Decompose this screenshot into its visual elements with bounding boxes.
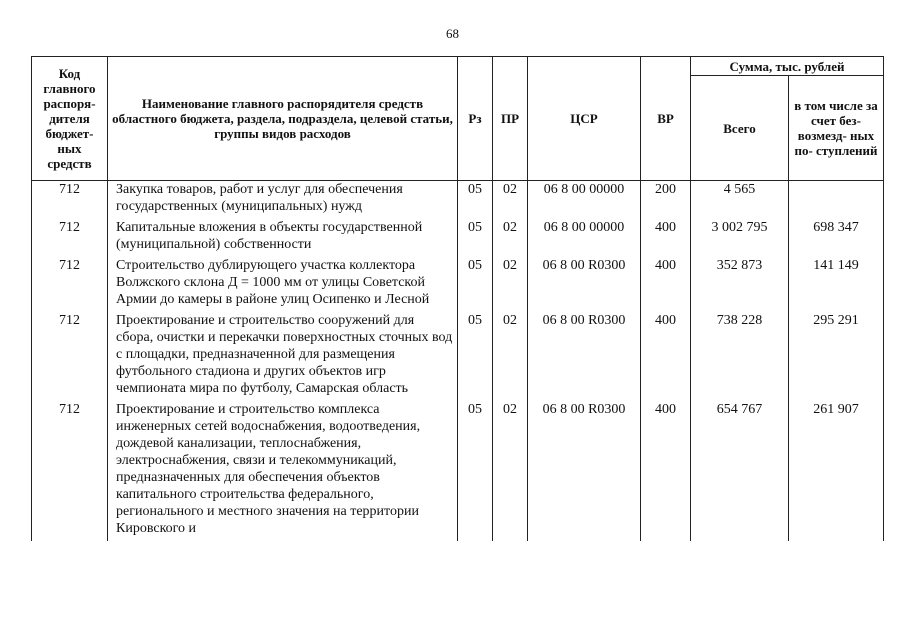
cell-vr: 400 xyxy=(641,257,691,312)
cell-gratuitous: 698 347 xyxy=(789,219,884,257)
cell-vr: 400 xyxy=(641,219,691,257)
cell-total: 738 228 xyxy=(691,312,789,401)
cell-csr: 06 8 00 00000 xyxy=(528,181,641,220)
cell-total: 3 002 795 xyxy=(691,219,789,257)
cell-code: 712 xyxy=(32,401,108,541)
table-row xyxy=(32,401,884,541)
cell-code: 712 xyxy=(32,219,108,257)
cell-name: Проектирование и строительство сооружений для сбора, очистки и перекачки поверхностных сточных вод с площадки, предназначенной для размещения футбольного стадиона и других объектов игр чемпионата мира по футболу, Самарская область xyxy=(108,312,458,401)
cell-gratuitous: 295 291 xyxy=(789,312,884,401)
cell-total: 654 767 xyxy=(691,401,789,541)
header-csr: ЦСР xyxy=(528,57,641,181)
cell-code: 712 xyxy=(32,312,108,401)
table-row xyxy=(32,312,884,401)
cell-gratuitous: 141 149 xyxy=(789,257,884,312)
cell-rz: 05 xyxy=(458,312,493,401)
header-vr: ВР xyxy=(641,57,691,181)
cell-vr: 400 xyxy=(641,401,691,541)
header-rz: Рз xyxy=(458,57,493,181)
cell-pr: 02 xyxy=(493,312,528,401)
cell-csr: 06 8 00 00000 xyxy=(528,219,641,257)
budget-table xyxy=(31,56,884,541)
cell-name: Строительство дублирующего участка коллектора Волжского склона Д = 1000 мм от улицы Советской Армии до камеры в районе улиц Осипенко и Лесной xyxy=(108,257,458,312)
header-pr: ПР xyxy=(493,57,528,181)
cell-name: Закупка товаров, работ и услуг для обеспечения государственных (муниципальных) нужд xyxy=(108,181,458,220)
table-row xyxy=(32,257,884,312)
cell-code: 712 xyxy=(32,181,108,220)
table-row xyxy=(32,219,884,257)
cell-name: Проектирование и строительство комплекса инженерных сетей водоснабжения, водоотведения, дождевой канализации, теплоснабжения, электроснабжения, связи и телекоммуникаций, предназначенных для обеспечения объектов капитального строительства федерального, регионального и местного значения на территории Кировского и xyxy=(108,401,458,541)
cell-code: 712 xyxy=(32,257,108,312)
cell-csr: 06 8 00 R0300 xyxy=(528,312,641,401)
cell-vr: 400 xyxy=(641,312,691,401)
cell-pr: 02 xyxy=(493,181,528,220)
header-gratuitous: в том числе за счет без- возмезд- ных по- ступлений xyxy=(789,76,884,181)
cell-rz: 05 xyxy=(458,181,493,220)
cell-pr: 02 xyxy=(493,219,528,257)
cell-rz: 05 xyxy=(458,219,493,257)
page-number: 68 xyxy=(446,26,459,41)
header-total: Всего xyxy=(691,76,789,181)
cell-name: Капитальные вложения в объекты государственной (муниципальной) собственности xyxy=(108,219,458,257)
cell-pr: 02 xyxy=(493,401,528,541)
cell-csr: 06 8 00 R0300 xyxy=(528,401,641,541)
cell-total: 4 565 xyxy=(691,181,789,220)
cell-vr: 200 xyxy=(641,181,691,220)
header-sum: Сумма, тыс. рублей xyxy=(691,57,884,76)
header-name: Наименование главного распорядителя средств областного бюджета, раздела, подраздела, целевой статьи, группы видов расходов xyxy=(108,57,458,181)
cell-csr: 06 8 00 R0300 xyxy=(528,257,641,312)
cell-gratuitous: 261 907 xyxy=(789,401,884,541)
cell-pr: 02 xyxy=(493,257,528,312)
cell-total: 352 873 xyxy=(691,257,789,312)
table-row xyxy=(32,181,884,220)
cell-rz: 05 xyxy=(458,257,493,312)
cell-rz: 05 xyxy=(458,401,493,541)
cell-gratuitous xyxy=(789,181,884,220)
header-code: Код главного распоря- дителя бюджет- ных средств xyxy=(32,57,108,181)
